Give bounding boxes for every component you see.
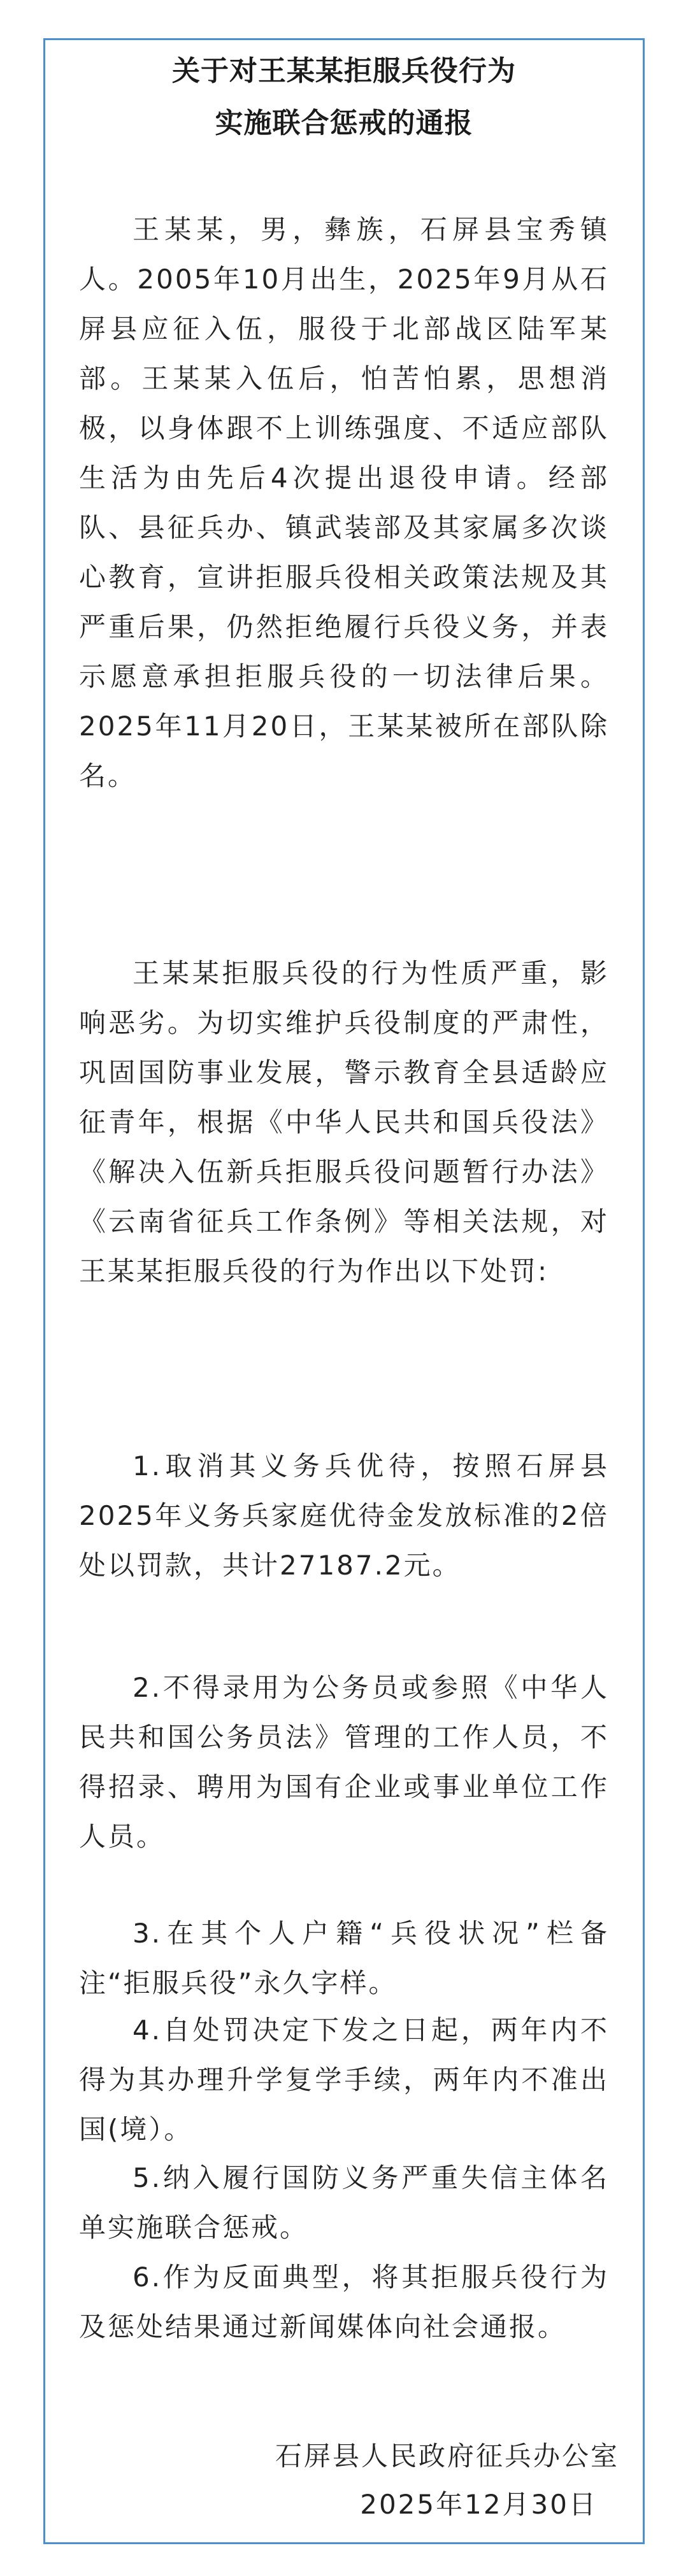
penalty-item: 4.自处罚决定下发之日起，两年内不得为其办理升学复学手续，两年内不准出国(境）。 (79, 2014, 609, 2145)
penalty-item: 3.在其个人户籍“兵役状况”栏备注“拒服兵役”永久字样。 (79, 1918, 609, 1999)
issuer-signature: 石屏县人民政府征兵办公室 (275, 2440, 619, 2472)
penalty-item: 2.不得录用为公务员或参照《中华人民共和国公务员法》管理的工作人员，不得招录、聘用为国有企业或事业单位工作人员。 (79, 1672, 609, 1852)
penalty-item: 6.作为反面典型，将其拒服兵役行为及惩处结果通过新闻媒体向社会通报。 (79, 2261, 609, 2342)
issue-date: 2025年12月30日 (360, 2489, 598, 2520)
penalty-item: 5.纳入履行国防义务严重失信主体名单实施联合惩戒。 (79, 2162, 609, 2243)
notice-title-line-2: 实施联合惩戒的通报 (215, 107, 473, 139)
penalty-item: 1.取消其义务兵优待，按照石屏县2025年义务兵家庭优待金发放标准的2倍处以罚款，共计27187.2元。 (79, 1450, 609, 1581)
basis-paragraph: 王某某拒服兵役的行为性质严重，影响恶劣。为切实维护兵役制度的严肃性，巩固国防事业发展，警示教育全县适龄应征青年，根据《中华人民共和国兵役法》《解决入伍新兵拒服兵役问题暂行办法》《云南省征兵工作条例》等相关法规，对王某某拒服兵役的行为作出以下处罚: (79, 958, 609, 1287)
notice-title-line-1: 关于对王某某拒服兵役行为 (172, 55, 516, 87)
background-paragraph: 王某某，男，彝族，石屏县宝秀镇人。2005年10月出生，2025年9月从石屏县应征入伍，服役于北部战区陆军某部。王某某入伍后，怕苦怕累，思想消极，以身体跟不上训练强度、不适应部队生活为由先后4次提出退役申请。经部队、县征兵办、镇武装部及其家属多次谈心教育，宣讲拒服兵役相关政策法规及其严重后果，仍然拒绝履行兵役义务，并表示愿意承担拒服兵役的一切法律后果。2025年11月20日，王某某被所在部队除名。 (79, 214, 609, 791)
